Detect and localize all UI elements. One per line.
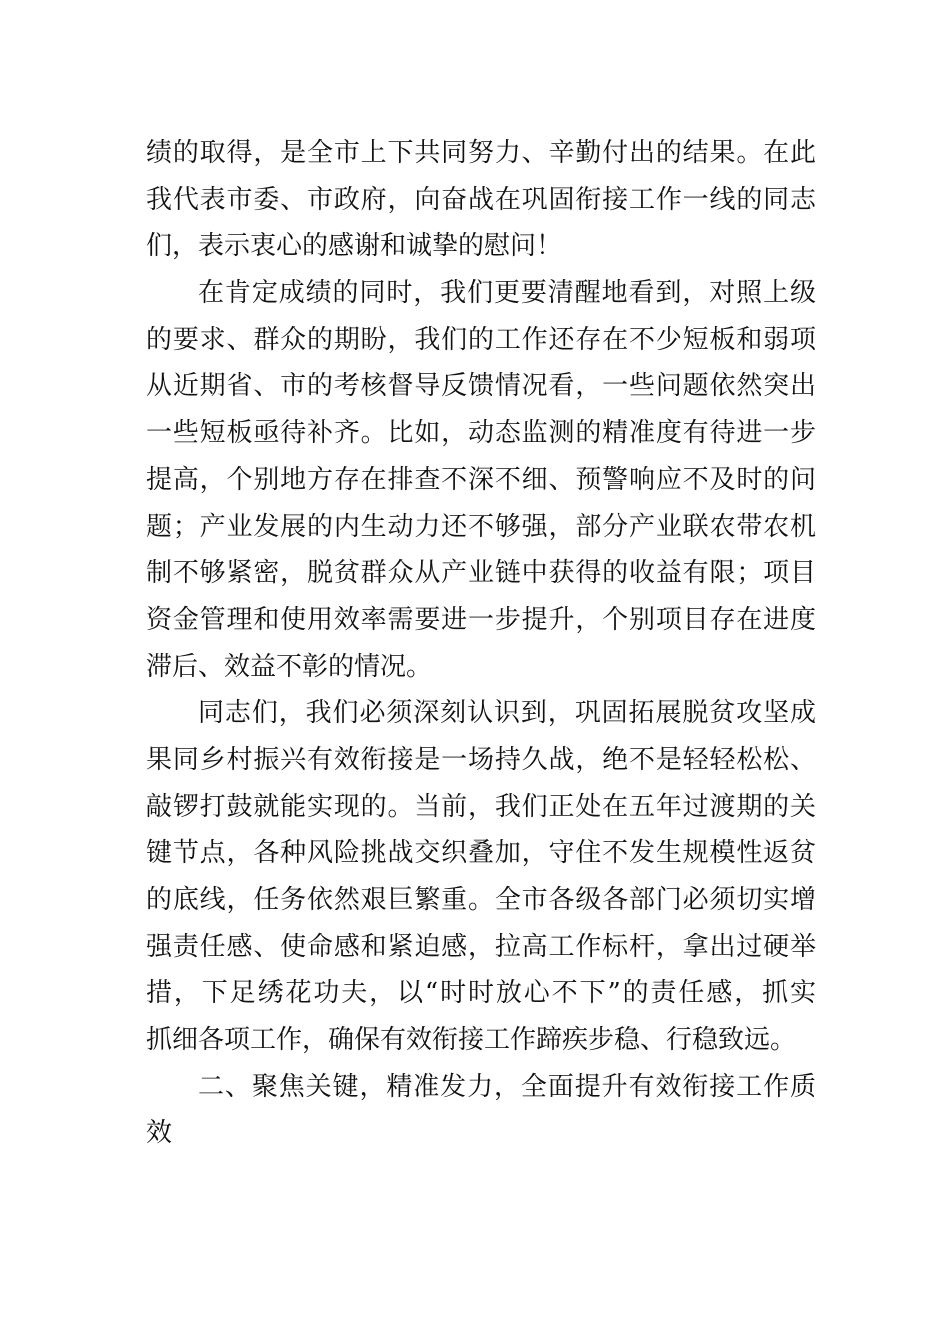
text-line: 果同乡村振兴有效衔接是一场持久战，绝不是轻轻松松、: [146, 744, 816, 775]
section-heading: [146, 1064, 816, 1157]
text-line: 们，表示衷心的感谢和诚挚的慰问！: [146, 231, 563, 262]
text-line: 措，下足绣花功夫，以“时时放心不下”的责任感，抓实: [146, 978, 816, 1009]
text-line: 一些短板亟待补齐。比如，动态监测的精准度有待进一步: [146, 418, 816, 449]
text-line: 我代表市委、市政府，向奋战在巩固衔接工作一线的同志: [146, 184, 816, 215]
text-line: 效: [146, 1118, 173, 1149]
text-line: 滞后、效益不彰的情况。: [146, 651, 433, 682]
text-line: 敲锣打鼓就能实现的。当前，我们正处在五年过渡期的关: [146, 791, 816, 822]
text-line: 提高，个别地方存在排查不深不细、预警响应不及时的问: [146, 464, 816, 495]
text-line: 强责任感、使命感和紧迫感，拉高工作标杆，拿出过硬举: [146, 931, 816, 962]
paragraph-awareness: [146, 690, 816, 1064]
text-line: 键节点，各种风险挑战交织叠加，守住不发生规模性返贫: [146, 838, 816, 869]
text-line: 二、聚焦关键，精准发力，全面提升有效衔接工作质: [198, 1071, 816, 1102]
text-line: 绩的取得，是全市上下共同努力、辛勤付出的结果。在此: [146, 138, 816, 168]
text-line: 从近期省、市的考核督导反馈情况看，一些问题依然突出: [146, 371, 816, 402]
paragraph-shortcomings: [146, 270, 816, 690]
text-line: 题；产业发展的内生动力还不够强，部分产业联农带农机: [146, 511, 816, 542]
text-line: 抓细各项工作，确保有效衔接工作蹄疾步稳、行稳致远。: [146, 1025, 797, 1056]
text-line: 在肯定成绩的同时，我们更要清醒地看到，对照上级: [198, 278, 816, 309]
text-line: 同志们，我们必须深刻认识到，巩固拓展脱贫攻坚成: [198, 698, 816, 729]
text-line: 的底线，任务依然艰巨繁重。全市各级各部门必须切实增: [146, 885, 816, 915]
text-line: 资金管理和使用效率需要进一步提升，个别项目存在进度: [146, 604, 816, 635]
body-text: [146, 130, 816, 1157]
paragraph-continuation: [146, 130, 816, 270]
text-line: 的要求、群众的期盼，我们的工作还存在不少短板和弱项: [146, 324, 816, 355]
text-line: 制不够紧密，脱贫群众从产业链中获得的收益有限；项目: [146, 558, 816, 589]
